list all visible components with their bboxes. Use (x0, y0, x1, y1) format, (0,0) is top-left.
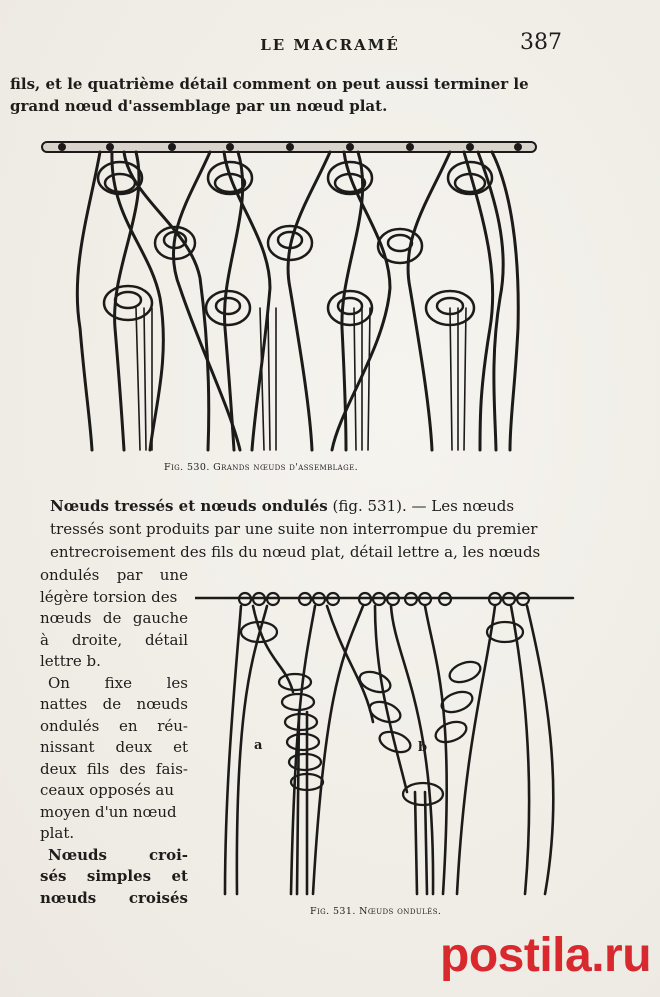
word: ceaux opposés au (40, 781, 175, 799)
word: et (173, 738, 188, 756)
col-line (40, 630, 188, 652)
col-line (40, 759, 188, 781)
intro-line-1: fils, et le quatrième détail comment on peut aussi terminer le (10, 75, 529, 93)
col-line (40, 565, 188, 587)
word: Nœuds (48, 845, 107, 864)
word: croisés (128, 888, 188, 907)
figure-530-illustration (40, 128, 540, 453)
word: fils (86, 759, 110, 778)
word: On (48, 673, 70, 692)
intro-line-2: grand nœud d'assemblage par un nœud plat. (10, 97, 388, 115)
word: droite, (71, 630, 123, 649)
section-heading-line (50, 496, 514, 517)
word: deux (40, 759, 77, 778)
word: fais- (155, 759, 188, 778)
word: nœuds (40, 888, 97, 907)
figure-531-label-b: b (418, 740, 428, 755)
section-heading: Nœuds tressés et nœuds ondulés (50, 497, 328, 515)
col-line (40, 737, 188, 759)
word: en (119, 716, 138, 735)
word: détail (144, 630, 188, 649)
page-number: 387 (520, 30, 562, 55)
word: des (119, 759, 146, 778)
word: nœuds (40, 609, 92, 627)
word: simples (86, 867, 152, 885)
word: plat. (40, 824, 75, 842)
col-line (40, 716, 188, 738)
col-line (40, 888, 188, 910)
running-title: LE MACRAMÉ (260, 36, 400, 54)
word: fixe (104, 673, 132, 692)
word: réu- (157, 716, 188, 735)
word: les (166, 673, 188, 692)
word: lettre b. (40, 652, 101, 670)
col-line (40, 866, 188, 888)
word: moyen d'un nœud (40, 802, 177, 821)
word: deux (115, 738, 153, 756)
word: gauche (132, 609, 188, 627)
word: à (40, 630, 49, 649)
col-line (40, 587, 188, 609)
side-column (40, 565, 188, 909)
section-line-3: entrecroisement des fils du nœud plat, détail lettre a, les nœuds (50, 543, 541, 561)
col-line (40, 608, 188, 630)
section-line-2: tressés sont produits par une suite non interrompue du premier (50, 520, 538, 538)
figure-531-caption: Fig. 531. Nœuds ondulés. (310, 906, 442, 917)
word: ondulés (40, 566, 100, 584)
word: nattes (40, 695, 88, 713)
col-line (40, 651, 188, 673)
word: de (102, 609, 122, 627)
col-line (40, 673, 188, 695)
word: sés (40, 867, 67, 885)
col-line (40, 802, 188, 824)
figure-530-caption: Fig. 530. Grands nœuds d'assemblage. (164, 462, 359, 473)
word: croi- (149, 845, 188, 864)
col-line (40, 823, 188, 845)
section-ref: (fig. 531). — Les nœuds (327, 497, 515, 515)
word: une (159, 566, 188, 584)
word: et (171, 867, 188, 885)
figure-531-label-a: a (254, 738, 263, 753)
word: ondulés (40, 716, 100, 735)
col-line (40, 845, 188, 867)
watermark-logo: postila.ru (440, 929, 652, 982)
col-line (40, 694, 188, 716)
word: légère torsion des (40, 587, 178, 606)
col-line (40, 780, 188, 802)
word: nœuds (136, 695, 188, 713)
figure-531-illustration (195, 582, 575, 900)
word: nissant (40, 738, 95, 756)
word: par (116, 566, 143, 584)
word: de (102, 695, 122, 713)
